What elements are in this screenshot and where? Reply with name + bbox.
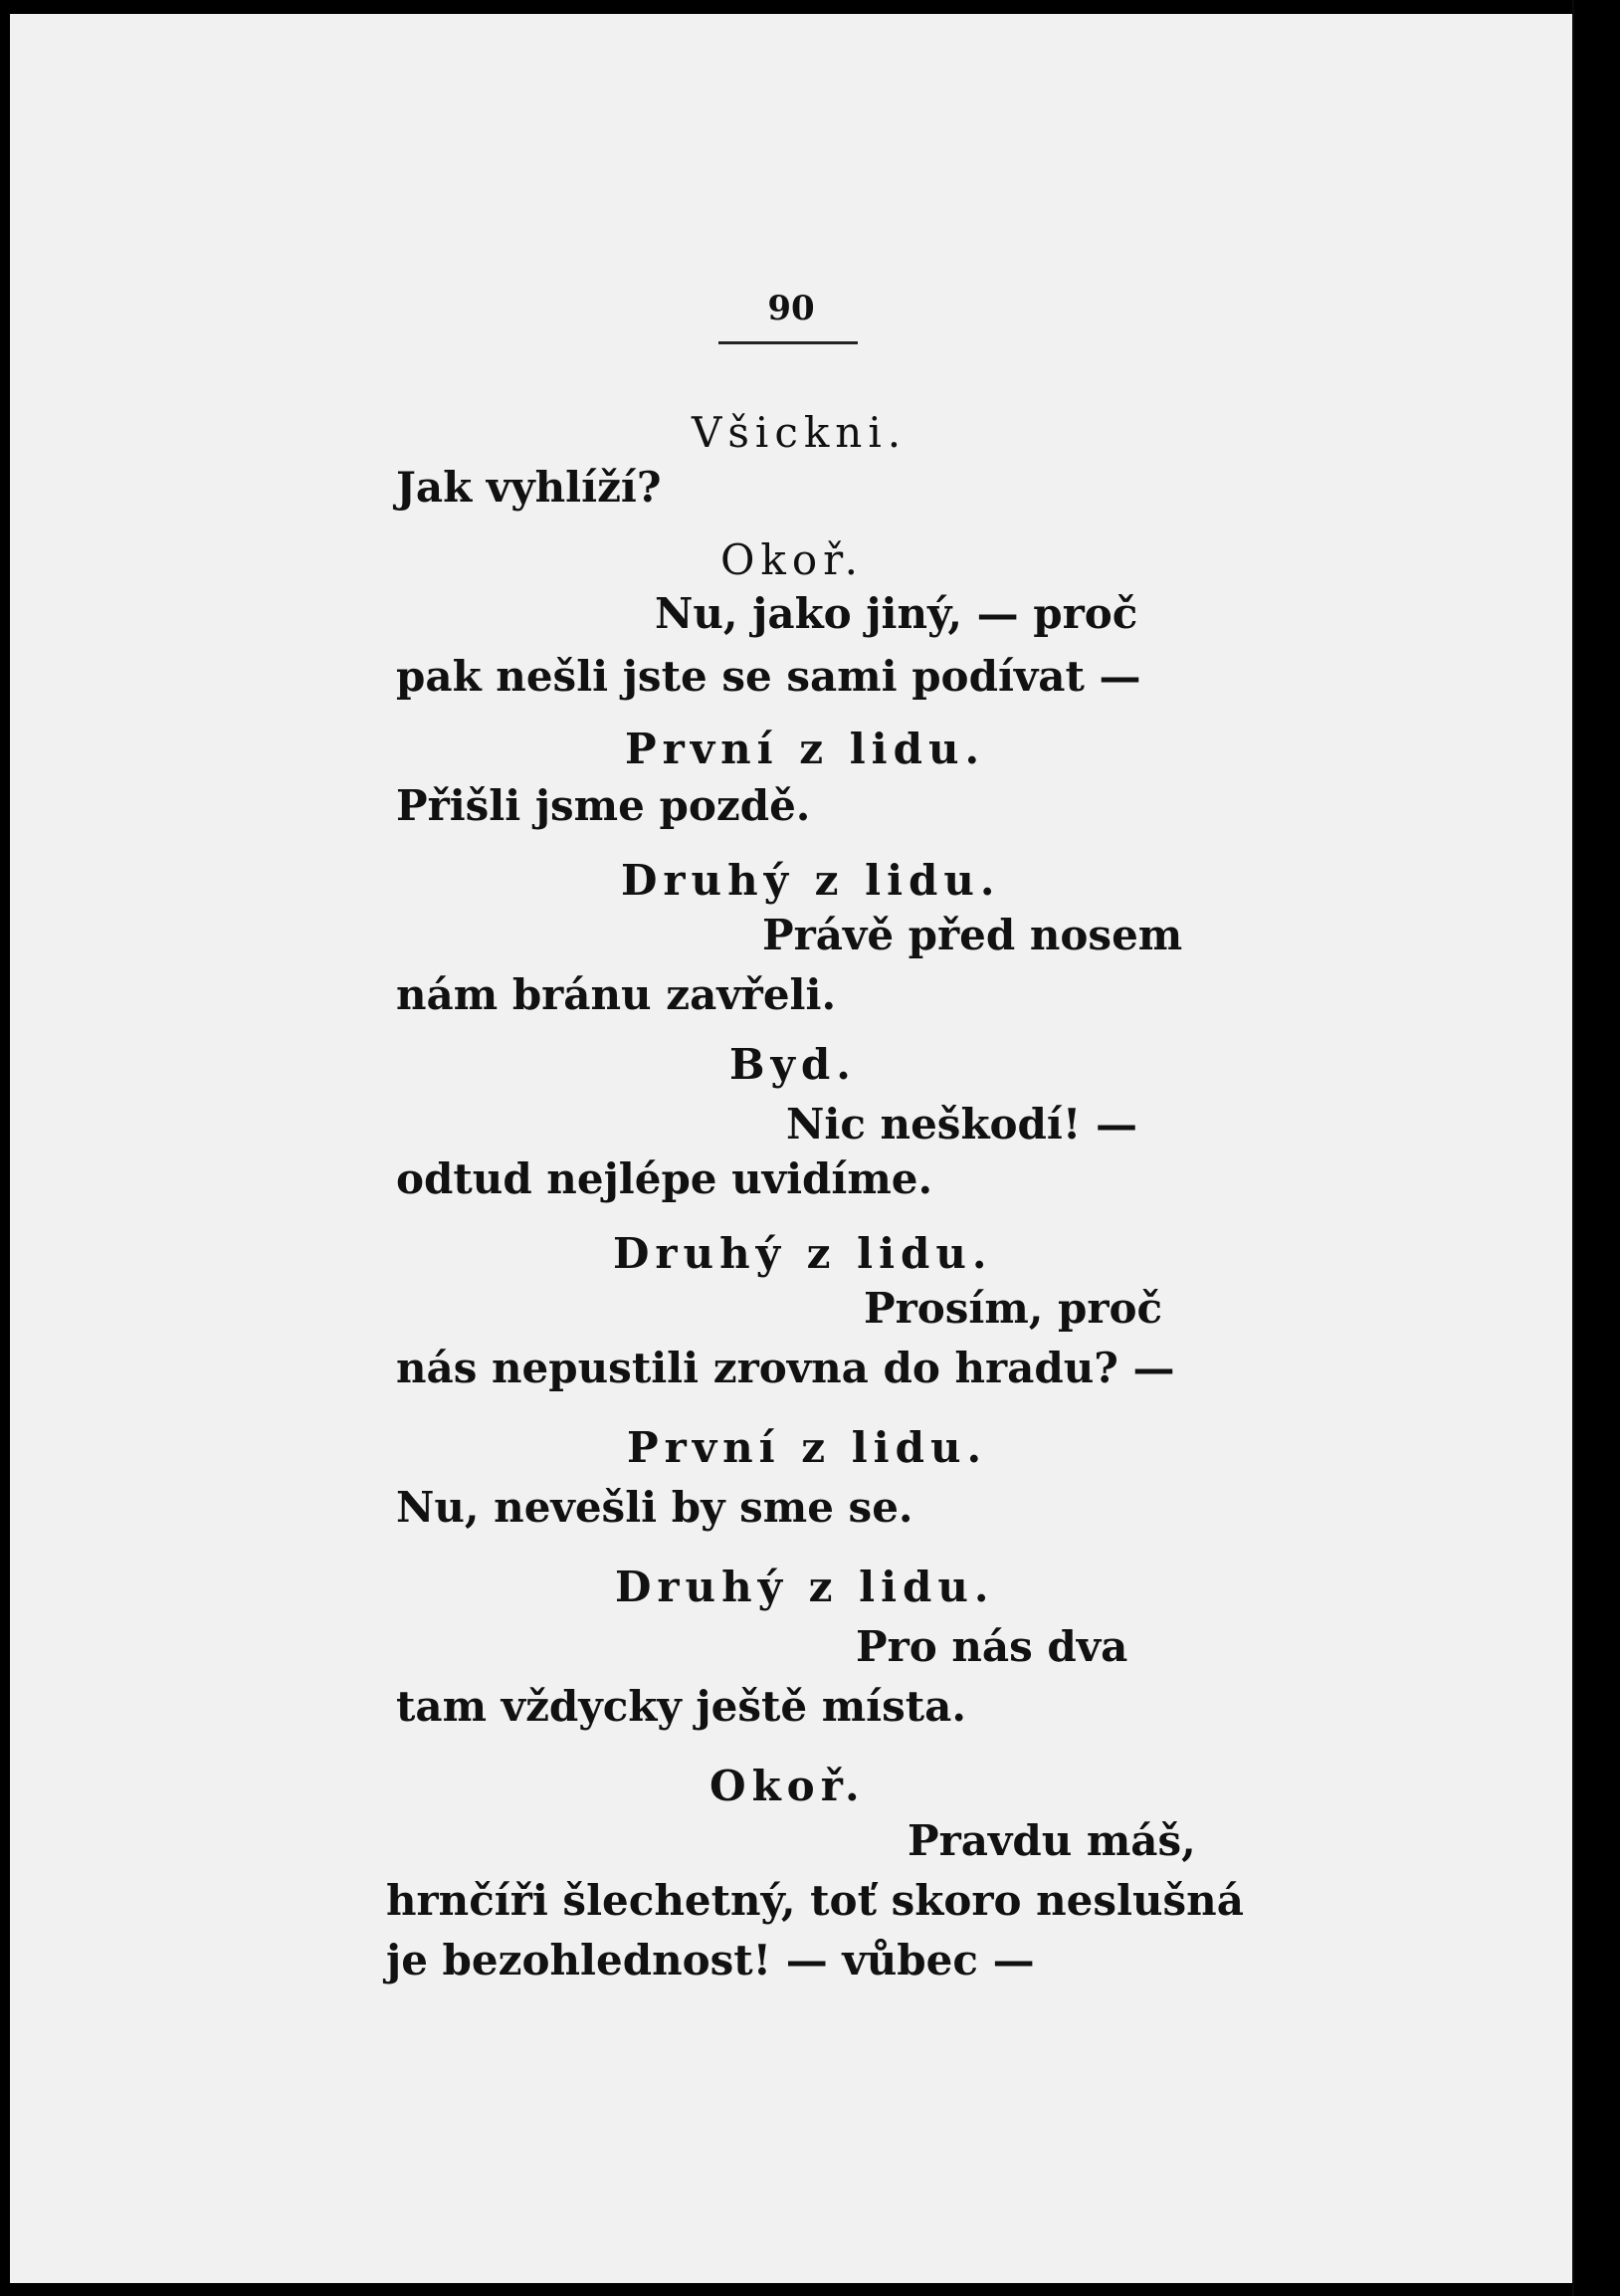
speaker-name: Byd. — [729, 1040, 857, 1089]
speaker-name: Okoř. — [709, 1762, 866, 1810]
text-line: Jak vyhlíží? — [396, 463, 662, 512]
text-line: pak nešli jste se sami podívat — — [396, 652, 1141, 701]
text-line: Prosím, proč — [864, 1284, 1163, 1333]
text-line: je bezohlednost! — vůbec — — [386, 1936, 1035, 1984]
speaker-name: První z lidu. — [625, 725, 986, 773]
speaker-name: První z lidu. — [627, 1423, 988, 1472]
page-number: 90 — [767, 289, 815, 328]
text-line: tam vždycky ještě místa. — [396, 1682, 966, 1731]
speaker-name: Druhý z lidu. — [621, 856, 1001, 905]
text-line: hrnčíři šlechetný, toť skoro neslušná — [386, 1876, 1244, 1925]
text-line: nás nepustili zrovna do hradu? — — [396, 1344, 1175, 1392]
speaker-name: Druhý z lidu. — [615, 1563, 995, 1611]
speaker-name: Všickni. — [692, 408, 908, 457]
text-line: Nic neškodí! — — [786, 1100, 1137, 1148]
page-number-rule — [718, 341, 858, 344]
text-line: Pravdu máš, — [908, 1816, 1196, 1865]
speaker-name: Okoř. — [720, 535, 864, 584]
speaker-name: Druhý z lidu. — [613, 1229, 993, 1278]
text-line: Právě před nosem — [762, 911, 1183, 959]
scan-border — [1574, 0, 1620, 2296]
text-line: Přišli jsme pozdě. — [396, 781, 811, 830]
text-line: Nu, nevešli by sme se. — [396, 1483, 913, 1532]
text-line: nám bránu zavřeli. — [396, 970, 837, 1019]
text-line: Pro nás dva — [856, 1622, 1128, 1671]
text-line: odtud nejlépe uvidíme. — [396, 1154, 933, 1203]
text-line: Nu, jako jiný, — proč — [655, 589, 1138, 638]
